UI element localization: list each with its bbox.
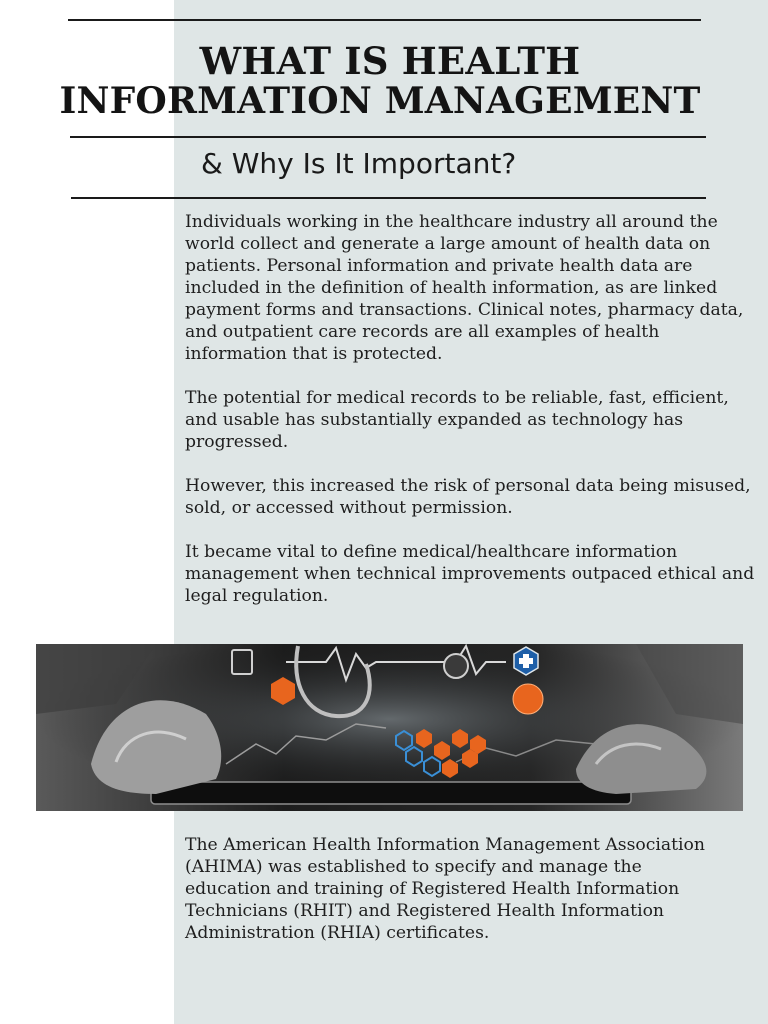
title-divider (70, 136, 706, 138)
photo-illustration (36, 644, 743, 811)
page-title-line-2: INFORMATION MANAGEMENT (59, 80, 701, 122)
ahima-text (185, 834, 705, 944)
paragraph-2: The potential for medical records to be reliable, fast, efficient, and usable has substantially expanded as technology has progressed. (185, 388, 729, 452)
page-subtitle: & Why Is It Important? (201, 147, 517, 180)
paragraph-ahima: The American Health Information Management Association (AHIMA) was established to specify and manage the education and training of Registered Health Information Technicians (RHIT) and Registered Health Information Administration (RHIA) certificates. (185, 835, 705, 943)
paragraph-3: However, this increased the risk of personal data being misused, sold, or accessed without permission. (185, 476, 751, 518)
intro-text (185, 211, 760, 607)
page-title-line-1: WHAT IS HEALTH (199, 39, 581, 83)
health-tech-photo (36, 644, 743, 811)
paragraph-4: It became vital to define medical/healthcare information management when technical improvements outpaced ethical and legal regulation. (185, 542, 755, 606)
paragraph-1: Individuals working in the healthcare industry all around the world collect and generate a large amount of health data on patients. Personal information and private health data are included in the definition of health information, as are linked payment forms and transactions. Clinical notes, pharmacy data, and outpatient care records are all examples of health information that is protected. (185, 212, 744, 364)
top-divider (68, 19, 701, 21)
subtitle-divider (71, 197, 706, 199)
